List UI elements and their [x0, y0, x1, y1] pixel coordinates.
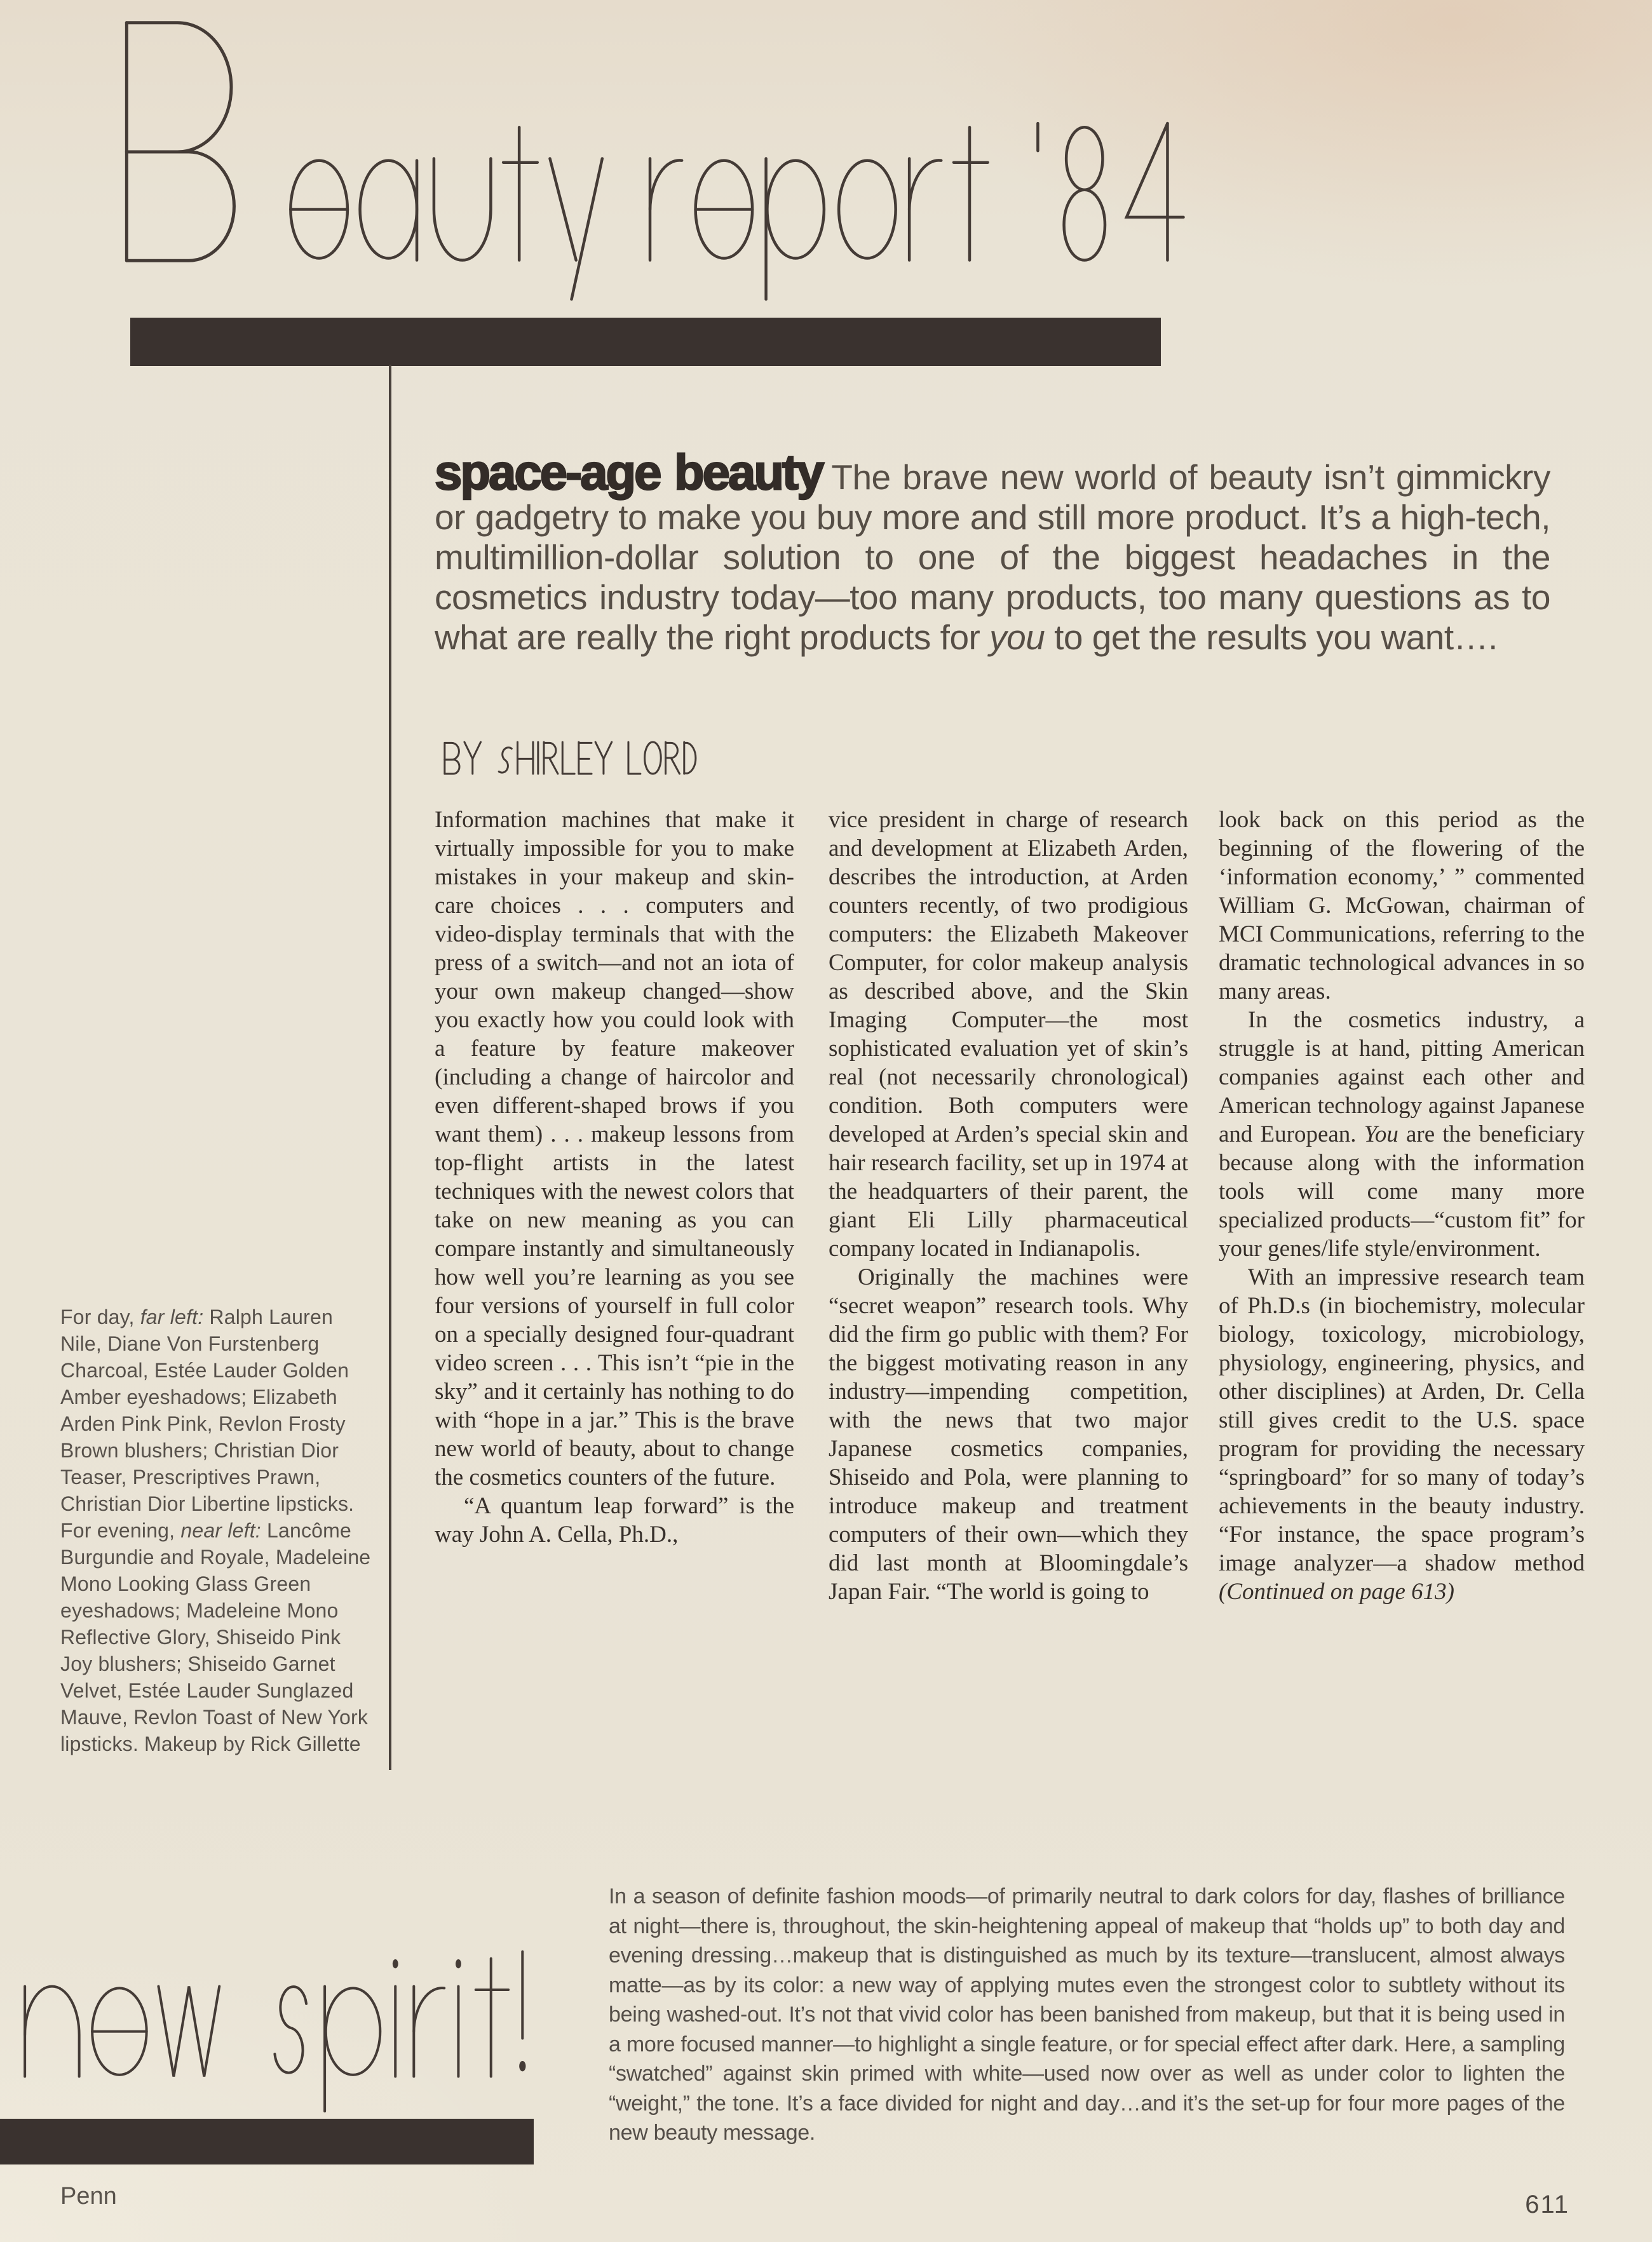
byline: [443, 742, 723, 780]
paragraph: In the cosmetics industry, a struggle is at hand, pitting American companies against each other and American technology against Japanese and European. You are the beneficiary because along with the information tools will come many more specialized products—“custom fit” for your genes/life style/environment.: [1219, 1007, 1585, 1262]
footer-standfirst: [609, 1882, 1565, 2148]
paragraph: With an impressive research team of Ph.D.s (in biochemistry, molecular biology, toxicology, microbiology, physiology, engineering, physics, and other disciplines) at Arden, Dr. Cella still gives credit to the U.S. space program for providing the necessary “springboard” for so many of today’s achievements in the beauty industry. “For instance, the space program’s image analyzer—a shadow method (Continued on page 613): [1219, 1264, 1585, 1605]
page-title: [287, 119, 1215, 310]
column-rule: [389, 365, 391, 1770]
article-column-1: [435, 806, 794, 1549]
caption-text: For day, far left: Ralph Lauren Nile, Diane Von Furstenberg Charcoal, Estée Lauder Golden Amber eyeshadows; Elizabeth Arden Pink Pink, Revlon Frosty Brown blushers; Christian Dior Teaser, Prescriptives Prawn, Christian Dior Libertine lipsticks. For evening, near left: Lancôme Burgundie and Royale, Madeleine Mono Looking Glass Green eyeshadows; Madeleine Mono Reflective Glory, Shiseido Pink Joy blushers; Shiseido Garnet Velvet, Estée Lauder Sunglazed Mauve, Revlon Toast of New York lipsticks. Makeup by Rick Gillette: [60, 1306, 371, 1755]
intro-paragraph: [435, 444, 1550, 658]
paragraph: Originally the machines were “secret weapon” research tools. Why did the firm go public with them? For the biggest motivating reason in any industry—impending competition, with the news that two major Japanese cosmetics companies, Shiseido and Pola, were planning to introduce makeup and treatment computers of their own—which they did last month at Bloomingdale’s Japan Fair. “The world is going to: [829, 1264, 1188, 1605]
masthead-rule: [130, 318, 1161, 366]
intro-text: The brave new world of beauty isn’t gimmickry or gadgetry to make you buy more and still more product. It’s a high-tech, multimillion-dollar solution to one of the biggest headaches in the cosmetics industry today—too many products, too many questions as to what are really the right products for you to get the results you want….: [435, 457, 1550, 657]
footer-headline: [22, 1952, 555, 2130]
page-number: 611: [1525, 2191, 1569, 2218]
paragraph: “A quantum leap forward” is the way John A. Cella, Ph.D.,: [435, 1493, 794, 1548]
intro-lead-in: space-age beauty: [435, 444, 823, 500]
footer-standfirst-text: In a season of definite fashion moods—of primarily neutral to dark colors for day, flashes of brilliance at night—there is, throughout, the skin-heightening appeal of makeup that “holds up” to both day and evening dressing…makeup that is distinguished as much by its texture—translucent, almost always matte—as by its color: a new way of applying mutes even the strongest color to subtlety without its being washed-out. It’s not that vivid color has been banished from makeup, but that it is being used in a more focused manner—to highlight a single feature, or for special effect after dark. Here, a sampling “swatched” against skin primed with white—used now over as well as under color to lighten the “weight,” the tone. It’s a face divided for night and day…and it’s the set-up for four more pages of the new beauty message.: [609, 1884, 1565, 2145]
footer-rule: [0, 2119, 534, 2164]
paragraph: vice president in charge of research and development at Elizabeth Arden, describes the introduction, at Arden counters recently, of two prodigious computers: the Elizabeth Makeover Computer, for color makeup analysis as described above, and the Skin Imaging Computer—the most sophisticated evaluation yet of skin’s real (not necessarily chronological) condition. Both computers were developed at Arden’s special skin and hair research facility, set up in 1974 at the headquarters of their parent, the giant Eli Lilly pharmaceutical company located in Indianapolis.: [829, 807, 1188, 1262]
product-caption: [60, 1304, 377, 1757]
drop-cap-b: [118, 16, 283, 270]
photographer-credit: Penn: [60, 2183, 117, 2210]
article-column-2: [829, 806, 1188, 1606]
paragraph: Information machines that make it virtually impossible for you to make mistakes in your makeup and skin-care choices . . . computers and video-display terminals that with the press of a switch—and not an iota of your own makeup changed—show you exactly how you could look with a feature by feature makeover (including a change of haircolor and even different-shaped brows if you want them) . . . makeup lessons from top-flight artists in the latest techniques with the newest colors that take on new meaning as you can compare instantly and simultaneously how well you’re learning as you see four versions of yourself in full color on a specially designed four-quadrant video screen . . . This isn’t “pie in the sky” and it certainly has nothing to do with “hope in a jar.” This is the brave new world of beauty, about to change the cosmetics counters of the future.: [435, 807, 794, 1490]
paragraph: look back on this period as the beginning of the flowering of the ‘information economy,’ ” commented William G. McGowan, chairman of MCI Communications, referring to the dramatic technological advances in so many areas.: [1219, 807, 1585, 1004]
article-column-3: [1219, 806, 1585, 1606]
